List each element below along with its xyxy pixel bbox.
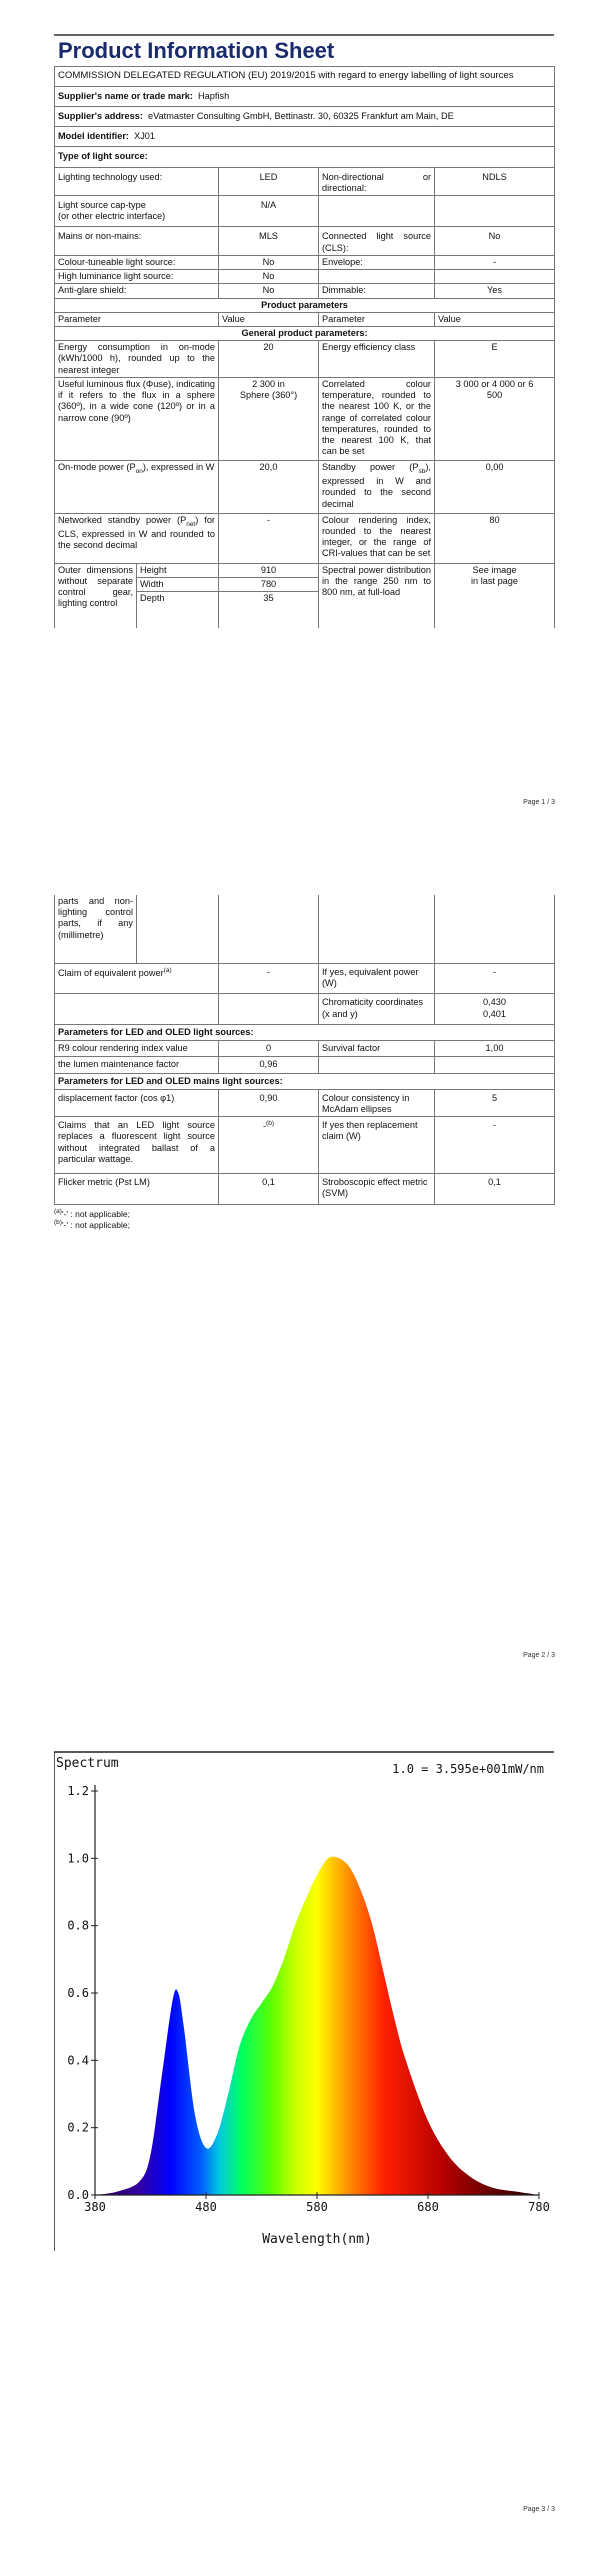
- outer-dimensions-label-part-1: Outer dimensions without separate control gear, lighting control: [55, 563, 137, 628]
- lighting-technology-label: Lighting technology used:: [55, 167, 219, 195]
- y-tick-label: 0.0: [67, 2188, 89, 2202]
- envelope-label: Envelope:: [319, 255, 435, 269]
- x-tick-label: 580: [306, 2200, 328, 2214]
- top-rule: [54, 34, 554, 36]
- colour-consistency-label: Colour consistency in McAdam ellipses: [319, 1089, 435, 1116]
- cap-type-value: N/A: [219, 196, 319, 227]
- mains-row: [55, 227, 555, 255]
- fluorescent-claim-sup: (b): [266, 1120, 274, 1128]
- page-number-1: Page 1 / 3: [523, 799, 555, 806]
- page-3: [0, 1706, 603, 2559]
- survival-value: 1,00: [435, 1041, 555, 1057]
- info-sheet: [54, 66, 554, 628]
- general-parameters-heading: General product parameters:: [55, 326, 555, 340]
- footnote-b: [54, 1219, 554, 1231]
- chromaticity-x: 0,430: [483, 997, 506, 1008]
- r9-row: [55, 1041, 555, 1057]
- outer-dimensions-label-part-2: parts and non-lighting control parts, if any (millimetre): [55, 895, 137, 964]
- chart-annotation: 1.0 = 3.595e+001mW/nm: [392, 1762, 544, 1776]
- equivalent-power-sup: (a): [163, 967, 172, 974]
- y-tick-label: 0.8: [67, 1918, 89, 1933]
- colour-tuneable-value: No: [219, 255, 319, 269]
- led-oled-mains-heading: Parameters for LED and OLED mains light sources:: [55, 1073, 555, 1089]
- directional-value: NDLS: [435, 167, 555, 195]
- displacement-label: displacement factor (cos φ1): [55, 1089, 219, 1116]
- lumen-maintenance-label: the lumen maintenance factor: [55, 1057, 219, 1073]
- supplier-name-label: Supplier's name or trade mark:: [58, 90, 193, 101]
- spectral-value-2: in last page: [471, 575, 519, 586]
- displacement-value: 0,90: [219, 1089, 319, 1116]
- connected-label: Connected light source (CLS):: [319, 227, 435, 255]
- y-tick-label: 1.2: [67, 1784, 89, 1798]
- luminous-flux-value-2: Sphere (360°): [239, 390, 298, 401]
- r9-value: 0: [219, 1041, 319, 1057]
- y-tick-label: 0.6: [67, 1986, 89, 2000]
- page-number-3: Page 3 / 3: [523, 2506, 555, 2513]
- x-tick-label: 380: [84, 2200, 106, 2214]
- equivalent-power-row: [55, 964, 555, 994]
- footnote-a-mark: (a): [54, 1207, 62, 1215]
- colour-tuneable-row: [55, 255, 555, 269]
- product-info-table: [54, 66, 555, 628]
- lighting-technology-value: LED: [219, 167, 319, 195]
- footnote-a: [54, 1208, 554, 1220]
- page-2: [0, 853, 603, 1706]
- high-luminance-label: High luminance light source:: [55, 270, 219, 284]
- energy-consumption-value: 20: [219, 341, 319, 378]
- anti-glare-label: Anti-glare shield:: [55, 284, 219, 298]
- col-parameter-2: Parameter: [319, 312, 435, 326]
- mains-label: Mains or non-mains:: [55, 227, 219, 255]
- depth-value: 35: [219, 592, 319, 629]
- flicker-value: 0,1: [219, 1174, 319, 1204]
- supplier-name-row: [55, 86, 555, 106]
- dimensions-continued-row: [55, 895, 555, 964]
- networked-standby-label-b: ) for CLS, expressed in W and rounded to the second decimal: [58, 514, 215, 550]
- width-value: 780: [219, 577, 319, 591]
- technology-row: [55, 167, 555, 195]
- networked-row: [55, 513, 555, 563]
- chromaticity-y: 0,401: [483, 1008, 506, 1019]
- y-tick-label: 0.4: [67, 2053, 89, 2068]
- height-label: Height: [137, 563, 219, 577]
- dimensions-row-height: [55, 563, 555, 577]
- high-luminance-value: No: [219, 270, 319, 284]
- high-luminance-row: [55, 270, 555, 284]
- colour-tuneable-label: Colour-tuneable light source:: [55, 255, 219, 269]
- x-tick-label: 680: [417, 2200, 439, 2214]
- footnote-a-text: '-' : not applicable;: [61, 1208, 130, 1219]
- regulation-text: COMMISSION DELEGATED REGULATION (EU) 2019/2015 with regard to energy labelling of light sources: [55, 67, 555, 87]
- dimmable-label: Dimmable:: [319, 284, 435, 298]
- led-oled-heading-row: [55, 1024, 555, 1040]
- height-value: 910: [219, 563, 319, 577]
- mains-value: MLS: [219, 227, 319, 255]
- fluorescent-claim-value: -: [262, 1121, 267, 1132]
- power-row: [55, 461, 555, 513]
- depth-label: Depth: [137, 592, 219, 629]
- spectrum-chart: [54, 1751, 554, 2251]
- flicker-label: Flicker metric (Pst LM): [55, 1174, 219, 1204]
- equivalent-power-label: Claim of equivalent power: [58, 968, 164, 979]
- standby-power-label-a: Standby power (P: [322, 462, 419, 473]
- cri-value: 80: [435, 513, 555, 563]
- standby-power-value: 0,00: [435, 461, 555, 513]
- survival-label: Survival factor: [319, 1041, 435, 1057]
- stroboscopic-value: 0,1: [435, 1174, 555, 1204]
- replacement-claim-label: If yes then replacement claim (W): [319, 1117, 435, 1174]
- anti-glare-value: No: [219, 284, 319, 298]
- chromaticity-row: [55, 994, 555, 1024]
- col-value-1: Value: [219, 312, 319, 326]
- equivalent-power-value: -: [219, 964, 319, 994]
- on-mode-power-value: 20,0: [219, 461, 319, 513]
- luminous-flux-value-1: 2 300 in: [252, 378, 285, 389]
- displacement-row: [55, 1089, 555, 1116]
- fluorescent-claim-label: Claims that an LED light source replaces a fluorescent light source without integrated ballast of a particular wattage.: [55, 1117, 219, 1174]
- footnote-b-text: '-' : not applicable;: [61, 1220, 130, 1231]
- supplier-address-label: Supplier's address:: [58, 110, 143, 121]
- footnote-b-mark: (b): [54, 1219, 62, 1227]
- anti-glare-row: [55, 284, 555, 298]
- on-mode-power-label-b: ), expressed in W: [142, 462, 215, 473]
- y-tick-label: 0.2: [67, 2120, 89, 2135]
- standby-power-label-b: ), expressed in W and rounded to the second decimal: [322, 462, 431, 509]
- info-sheet-continued: [54, 895, 554, 1231]
- led-oled-mains-heading-row: [55, 1073, 555, 1089]
- general-heading-row: [55, 326, 555, 340]
- supplier-name-value: Hapfish: [198, 90, 230, 101]
- luminous-flux-label: Useful luminous flux (Φuse), indicating if it refers to the flux in a sphere (360º), in a wide cone (120º) or in a narrow cone (90º): [55, 377, 219, 461]
- cap-type-row: [55, 196, 555, 227]
- dimmable-value: Yes: [435, 284, 555, 298]
- col-parameter-1: Parameter: [55, 312, 219, 326]
- if-yes-equivalent-label: If yes, equivalent power (W): [319, 964, 435, 994]
- if-yes-equivalent-value: -: [435, 964, 555, 994]
- product-info-table-continued: [54, 895, 555, 1205]
- energy-class-value: E: [435, 341, 555, 378]
- r9-label: R9 colour rendering index value: [55, 1041, 219, 1057]
- x-tick-label: 780: [528, 2200, 550, 2214]
- on-mode-power-sub: on: [135, 468, 143, 476]
- connected-value: No: [435, 227, 555, 255]
- lumen-maintenance-row: [55, 1057, 555, 1073]
- fluorescent-claim-row: [55, 1117, 555, 1174]
- cct-value: 3 000 or 4 000 or 6 500: [435, 377, 555, 461]
- page-title: Product Information Sheet: [58, 38, 335, 63]
- stroboscopic-label: Stroboscopic effect metric (SVM): [319, 1174, 435, 1204]
- col-value-2: Value: [435, 312, 555, 326]
- cap-type-label-1: Light source cap-type: [58, 200, 146, 211]
- energy-row: [55, 341, 555, 378]
- model-row: [55, 127, 555, 147]
- directional-label: Non-directional or directional:: [319, 167, 435, 195]
- x-axis-label: Wavelength(nm): [262, 2232, 372, 2247]
- product-parameters-heading: Product parameters: [55, 298, 555, 312]
- model-value: XJ01: [134, 131, 156, 142]
- energy-consumption-label: Energy consumption in on-mode (kWh/1000 h), rounded up to the nearest integer: [55, 341, 219, 378]
- width-label: Width: [137, 577, 219, 591]
- cap-type-label-2: (or other electric interface): [58, 211, 166, 222]
- networked-standby-sub: net: [186, 520, 196, 528]
- spectral-label: Spectral power distribution in the range 250 nm to 800 nm, at full-load: [319, 563, 435, 628]
- chart-title: Spectrum: [56, 1756, 119, 1771]
- chromaticity-label: Chromaticity coordinates (x and y): [319, 994, 435, 1024]
- led-oled-heading: Parameters for LED and OLED light sources:: [55, 1024, 555, 1040]
- regulation-row: [55, 67, 555, 87]
- parameter-header-row: [55, 312, 555, 326]
- supplier-address-value: eVatmaster Consulting GmbH, Bettinastr. 30, 60325 Frankfurt am Main, DE: [148, 110, 454, 121]
- flicker-row: [55, 1174, 555, 1204]
- type-of-light-source-label: Type of light source:: [55, 147, 555, 167]
- model-label: Model identifier:: [58, 131, 129, 142]
- supplier-address-row: [55, 106, 555, 126]
- replacement-claim-value: -: [435, 1117, 555, 1174]
- envelope-value: -: [435, 255, 555, 269]
- spectral-value-1: See image: [472, 564, 517, 575]
- flux-row: [55, 377, 555, 461]
- page-number-2: Page 2 / 3: [523, 1652, 555, 1659]
- y-tick-label: 1.0: [67, 1851, 89, 1866]
- standby-power-sub: sb: [418, 468, 426, 476]
- lumen-maintenance-value: 0,96: [219, 1057, 319, 1073]
- page-1: [0, 0, 603, 853]
- x-tick-label: 480: [195, 2200, 217, 2214]
- cri-label: Colour rendering index, rounded to the nearest integer, or the range of CRI-values that can be set: [319, 513, 435, 563]
- on-mode-power-label-a: On-mode power (P: [58, 462, 136, 473]
- colour-consistency-value: 5: [435, 1089, 555, 1116]
- product-parameters-heading-row: [55, 298, 555, 312]
- cct-label: Correlated colour temperature, rounded to the nearest 100 K, or the range of correlated colour temperatures, rounded to the nearest 100 K, that can be set: [319, 377, 435, 461]
- energy-class-label: Energy efficiency class: [319, 341, 435, 378]
- type-row: [55, 147, 555, 167]
- networked-standby-label-a: Networked standby power (P: [58, 514, 187, 525]
- networked-standby-value: -: [219, 513, 319, 563]
